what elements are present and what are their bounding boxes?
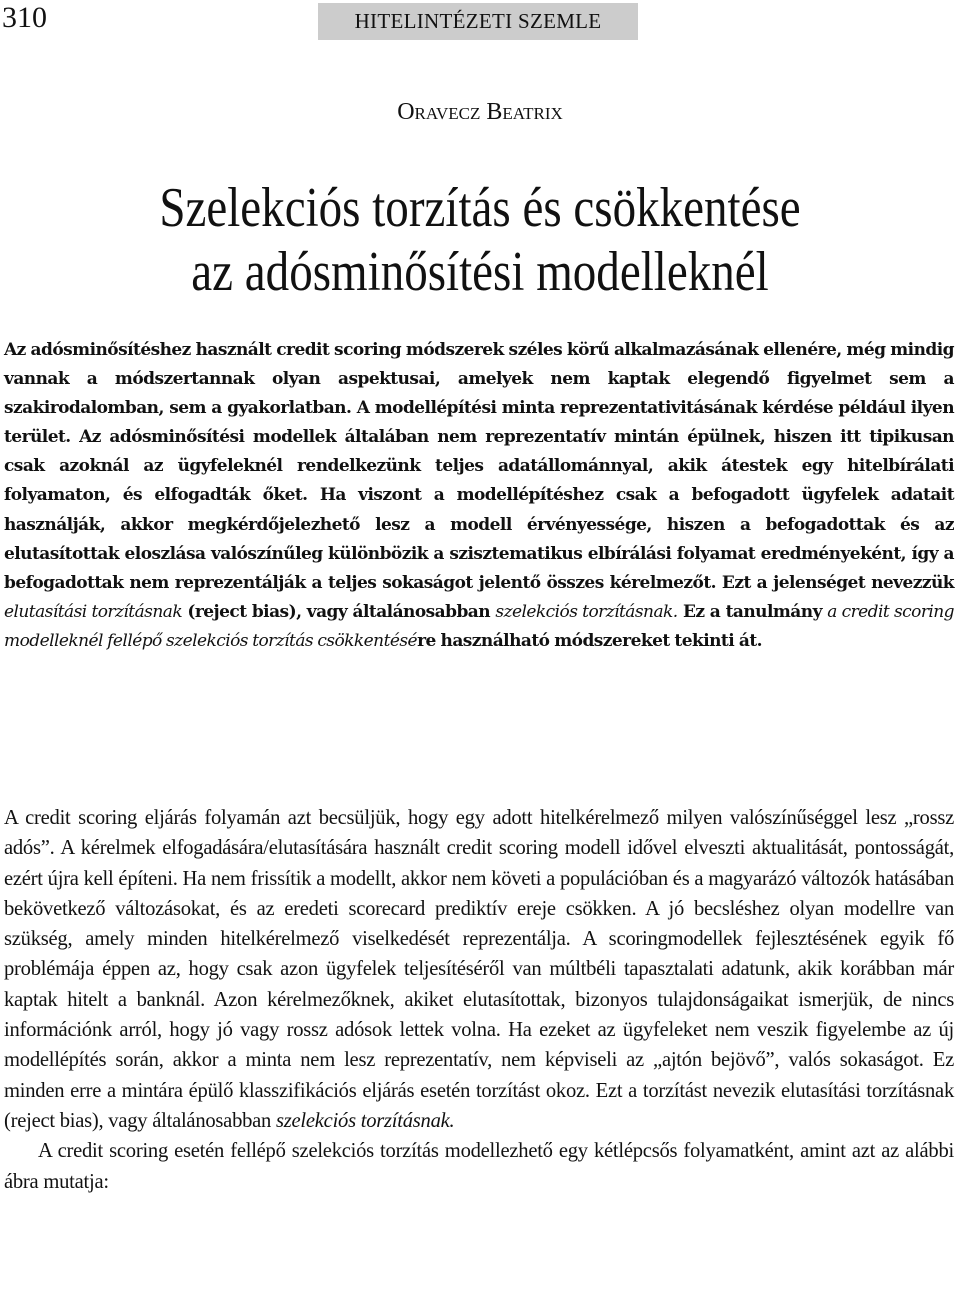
article-title-line-2: az adósminősítési modelleknél	[191, 241, 769, 303]
abstract-text-3: Ez a tanulmány	[677, 601, 828, 622]
abstract-term-reject-bias: elutasítási torzításnak	[4, 601, 183, 622]
abstract-text-1: Az adósminősítéshez használt credit scoring módszerek széles körű alkalmazásának ellenére, még mindig vannak a módszertannak olyan aspektusai, amelyek nem kaptak elegendő figyelmet sem a szakirodalomban, sem a gyakorlatban. A modellépítési minta reprezentativitásának kérdése például ilyen terület. Az adósminősítési modellek általában nem reprezentatív mintán épülnek, hiszen itt tipikusan csak azoknál az ügyfeleknél rendelkezünk teljes adatállománnyal, akik átestek egy hitelbírálati folyamaton, és elfogadták őket. Ha viszont a modellépítéshez csak a befogadott ügyfelek adatait használják, akkor megkérdőjelezhető lesz a modell érvényessége, hiszen a befogadottak és az elutasítottak eloszlása valószínűleg különbözik a szisztematikus elbírálási folyamat eredményeként, így a befogadottak nem reprezentálják a teljes sokaságot jelentő összes kérelmezőt. Ezt a jelenséget nevezzük	[4, 340, 954, 593]
abstract-term-topic: a credit scoring modelleknél fellépő szelekciós torzítás csökkentésé	[4, 601, 955, 651]
body-paragraph-1-term: szelekciós torzításnak.	[276, 1109, 455, 1132]
body-paragraph-1-text: A credit scoring eljárás folyamán azt becsüljük, hogy egy adott hitelkérelmező milyen valószínűséggel lesz „rossz adós”. A kérelmek elfogadására/elutasítására használt credit scoring modell idővel elveszti aktualitását, pontosságát, ezért újra kell építeni. Ha nem frissítik a modellt, akkor nem követi a populációban és a magyarázó változók hatásában bekövetkező változásokat, és az eredeti scorecard prediktív ereje csökken. A jó becsléshez olyan modellre van szükség, amely minden hitelkérelmező viselkedését reprezentálja. A scoringmodellek fejlesztésének egyik fő problémája éppen az, hogy csak azon ügyfelek teljesítéséről van múltbéli tapasztalati adatunk, akik korábban már kaptak hitelt a banknál. Azon kérelmezőknek, akiket elutasítottak, bizonyos tulajdonságaikat ismerjük, de nincs információnk arról, hogy jó vagy rossz adósok lettek volna. Ha ezeket az ügyfeleket nem veszik figyelembe az új modellépítés során, akkor a minta nem lesz reprezentatív, nem képviseli az „ajtón bejövő”, valós sokaságot. Ez minden erre a mintára épülő klasszifikációs eljárás esetén torzítást okoz. Ezt a torzítást nevezik elutasítási torzításnak (reject bias), vagy általánosabban	[4, 807, 954, 1132]
abstract-text-2: (reject bias), vagy általánosabban	[182, 601, 496, 622]
body-paragraph-2: A credit scoring esetén fellépő szelekciós torzítás modellezhető egy kétlépcsős folyamatként, amint azt az alábbi ábra mutatja:	[4, 1140, 954, 1193]
article-title	[77, 176, 883, 304]
abstract-text-4: re használható módszereket tekinti át.	[417, 630, 763, 651]
journal-header: HITELINTÉZETI SZEMLE	[318, 3, 638, 40]
body-text	[4, 803, 954, 1197]
page-number: 310	[2, 1, 47, 34]
abstract	[4, 336, 954, 656]
article-author: Oravecz Beatrix	[397, 99, 563, 125]
article-title-line-1: Szelekciós torzítás és csökkentése	[159, 177, 801, 239]
abstract-term-selection-bias: szelekciós torzításnak.	[495, 601, 678, 622]
body-paragraph-1	[4, 803, 954, 1136]
